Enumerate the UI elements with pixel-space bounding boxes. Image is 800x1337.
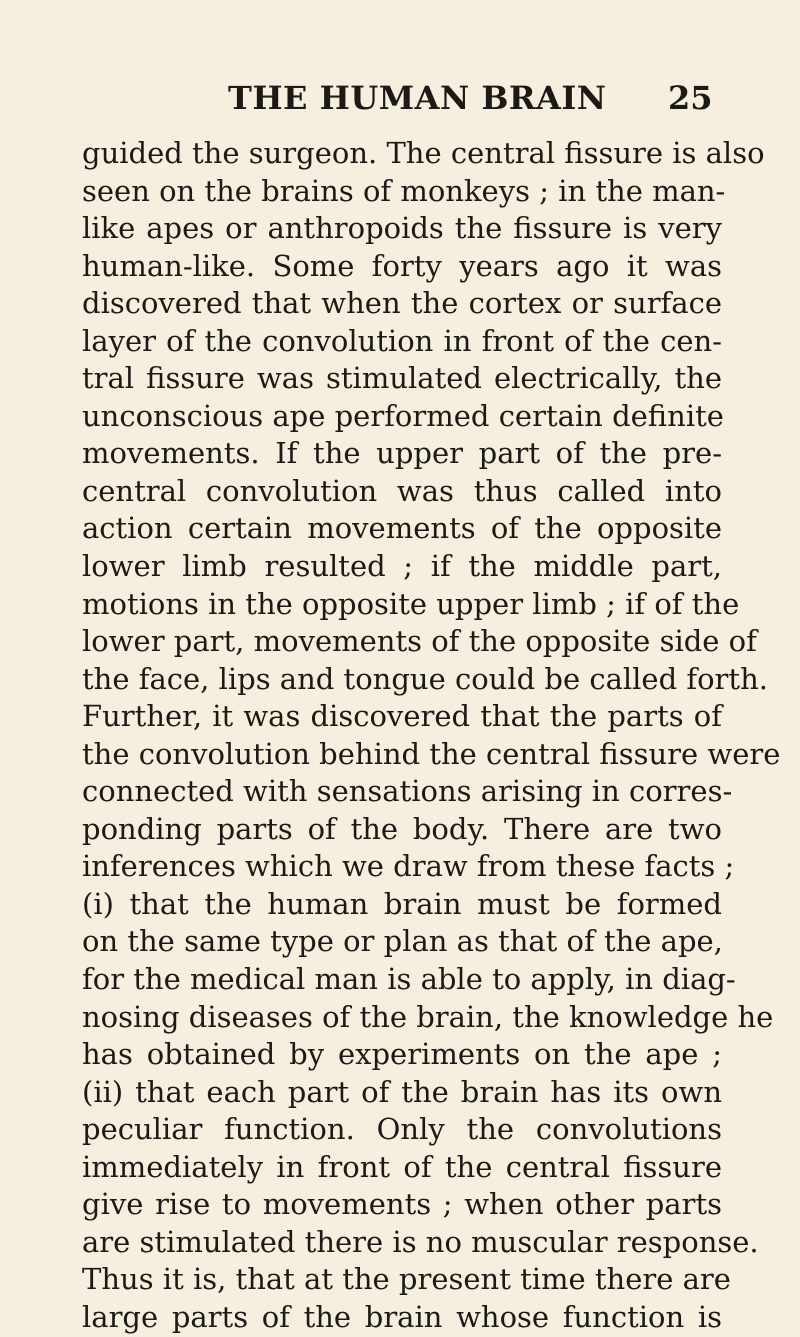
text-line: (ii) that each part of the brain has its own <box>82 1074 722 1109</box>
body-text <box>82 135 781 1337</box>
text-line: movements. If the upper part of the pre- <box>82 436 722 471</box>
text-line: nosing diseases of the brain, the knowledge he <box>82 999 774 1034</box>
text-line: has obtained by experiments on the ape ; <box>82 1037 722 1072</box>
text-line: guided the surgeon. The central fissure is also <box>82 136 765 170</box>
text-line: on the same type or plan as that of the ape, <box>82 924 723 959</box>
text-line: motions in the opposite upper limb ; if of the <box>82 586 740 621</box>
text-line: are stimulated there is no muscular response. <box>82 1224 759 1259</box>
text-line: give rise to movements ; when other parts <box>82 1187 722 1222</box>
text-line: like apes or anthropoids the fissure is very <box>82 211 722 246</box>
text-line: immediately in front of the central fissure <box>82 1149 722 1184</box>
text-line: the convolution behind the central fissure were <box>82 736 781 771</box>
text-line: inferences which we draw from these facts ; <box>82 849 735 884</box>
text-line: connected with sensations arising in corres- <box>82 774 733 809</box>
running-title: THE HUMAN BRAIN <box>228 79 607 117</box>
text-line: lower limb resulted ; if the middle part, <box>82 549 722 584</box>
text-line: human-like. Some forty years ago it was <box>82 248 722 283</box>
text-line: Further, it was discovered that the parts of <box>82 699 722 734</box>
text-line: ponding parts of the body. There are two <box>82 811 722 846</box>
text-line: central convolution was thus called into <box>82 473 722 508</box>
text-line: lower part, movements of the opposite side of <box>82 624 757 659</box>
text-line: seen on the brains of monkeys ; in the man- <box>82 173 726 208</box>
text-line: tral fissure was stimulated electrically, the <box>82 361 722 396</box>
page-number: 25 <box>668 79 713 117</box>
text-line: (i) that the human brain must be formed <box>82 886 722 921</box>
text-line: discovered that when the cortex or surface <box>82 286 722 321</box>
text-line: the face, lips and tongue could be called forth. <box>82 661 768 696</box>
text-line: for the medical man is able to apply, in diag- <box>82 962 736 997</box>
text-line: action certain movements of the opposite <box>82 511 722 546</box>
text-line: unconscious ape performed certain definite <box>82 398 724 433</box>
text-line: large parts of the brain whose function is <box>82 1299 722 1334</box>
text-line: peculiar function. Only the convolutions <box>82 1112 722 1147</box>
text-line: Thus it is, that at the present time there are <box>82 1262 731 1297</box>
text-line: layer of the convolution in front of the cen- <box>82 323 722 358</box>
